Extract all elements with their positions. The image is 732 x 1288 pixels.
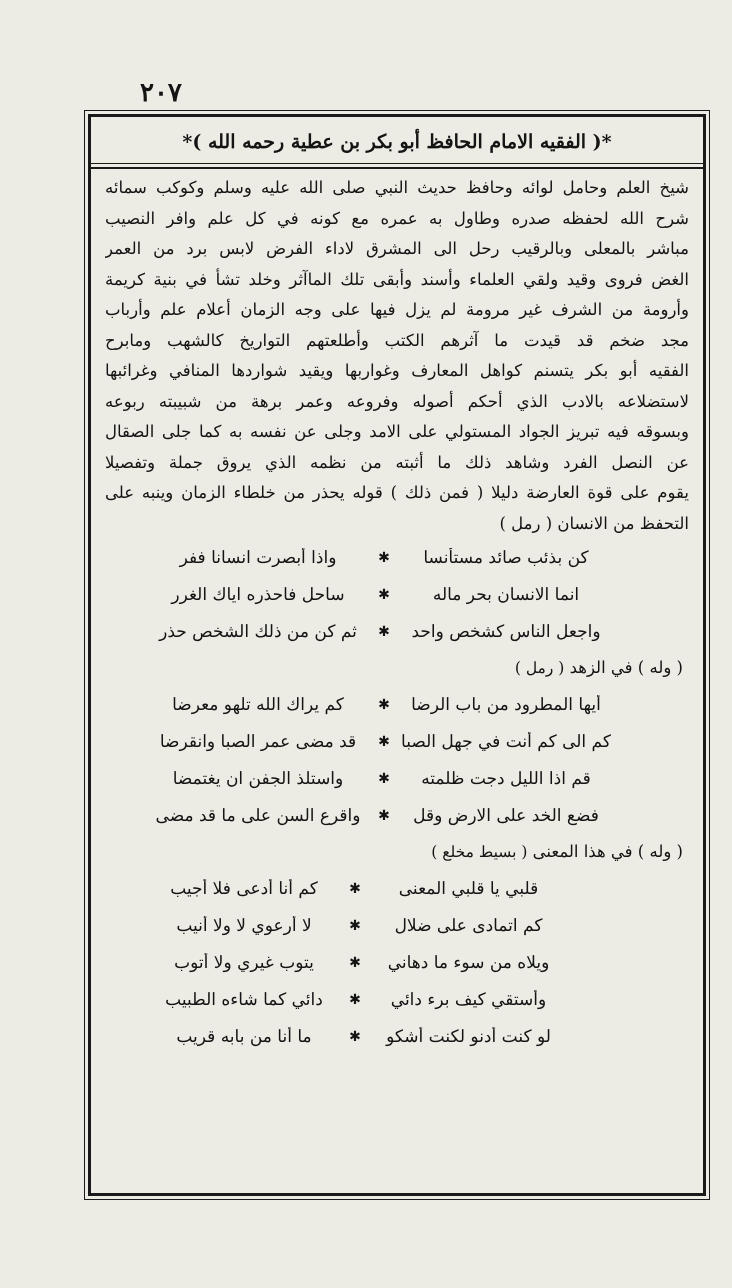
- verse-line: [105, 539, 689, 576]
- verse-hemistich-first: وأستقي كيف برء دائي: [390, 989, 547, 1010]
- verse-hemistich-second: قد مضى عمر الصبا وانقرضا: [159, 731, 357, 752]
- verse-hemistich-first: لو كنت أدنو لكنت أشكو: [386, 1026, 551, 1047]
- verse-hemistich-first: كم الى كم أنت في جهل الصبا: [401, 731, 611, 752]
- verse-hemistich-second: ساحل فاحذره اياك الغرر: [171, 584, 345, 605]
- verse-separator-star: ✱: [349, 1028, 361, 1045]
- verse-separator-star: ✱: [349, 991, 361, 1008]
- page-number: ٢٠٧: [140, 78, 182, 108]
- verse-hemistich-first: فضع الخد على الارض وقل: [413, 805, 599, 826]
- verse-hemistich-first: قم اذا الليل دجت ظلمته: [421, 768, 591, 789]
- verse-line: [105, 1018, 689, 1055]
- prose-line: شرح الله لحفظه صدره وطاول به عمره مع كونه في كل علم وافر النصيب: [105, 208, 689, 228]
- verse-line: [105, 907, 689, 944]
- verse-hemistich-first: واجعل الناس كشخص واحد: [411, 621, 601, 642]
- verse-hemistich-second: لا أرعوي لا ولا أنيب: [176, 915, 312, 936]
- verse-hemistich-second: واستلذ الجفن ان يغتمضا: [172, 768, 344, 789]
- poem-2-intro: [105, 650, 689, 686]
- poem-2-intro-text: ( وله ) في الزهد: [569, 658, 683, 677]
- verse-hemistich-second: يتوب غيري ولا أتوب: [174, 952, 314, 973]
- verse-line: [105, 686, 689, 723]
- verse-hemistich-second: واقرع السن على ما قد مضى: [155, 805, 361, 826]
- page-frame: [88, 114, 706, 1196]
- verse-separator-star: ✱: [378, 733, 390, 750]
- verse-line: [105, 944, 689, 981]
- prose-line: الفقيه أبو بكر يتسنم كواهل المعارف وغواربها ويقيد شواردها المنافي وغرائبها: [105, 361, 689, 380]
- verse-separator-star: ✱: [378, 807, 390, 824]
- verse-separator-star: ✱: [349, 954, 361, 971]
- poem-3-intro-text: ( وله ) في هذا المعنى: [532, 842, 683, 861]
- verse-separator-star: ✱: [378, 770, 390, 787]
- verse-line: [105, 797, 689, 834]
- prose-line: مجد ضخم قد قيدت ما آثرهم الكتب وأطلعتهم التواريخ كالشهب ومابرح: [105, 330, 689, 350]
- verse-separator-star: ✱: [378, 623, 390, 640]
- prose-line: وأرومة من الشرف غير مرومة لم يزل فيها على وجه الزمان أعلام علم وأرباب: [105, 300, 689, 319]
- verse-line: [105, 981, 689, 1018]
- verse-separator-star: ✱: [378, 549, 390, 566]
- poem-1: [105, 539, 689, 650]
- verse-hemistich-first: ويلاه من سوء ما دهاني: [387, 952, 550, 973]
- page-body: [105, 173, 689, 1055]
- prose-line: لاستضلاعه بالادب الذي أحكم أصوله وفروعه وعمر برهة من شبيبته ربوعه: [105, 391, 689, 411]
- verse-hemistich-second: دائي كما شاءه الطبيب: [165, 989, 323, 1010]
- verse-separator-star: ✱: [349, 880, 361, 897]
- verse-hemistich-second: كم يراك الله تلهو معرضا: [172, 694, 344, 715]
- verse-hemistich-second: كم أنا أدعى فلا أجيب: [170, 878, 318, 899]
- poem-2-meter: ( رمل ): [514, 659, 565, 677]
- poem-3-meter: ( بسيط مخلع ): [431, 843, 528, 861]
- prose-line: وبسوقه فيه تبريز الجواد المستولي على الامد وجلى عن نفسه به كما جلى الصقال: [105, 422, 689, 441]
- poem-3-intro: [105, 834, 689, 870]
- poem-2: [105, 686, 689, 834]
- verse-line: [105, 760, 689, 797]
- verse-hemistich-second: ما أنا من بابه قريب: [176, 1026, 312, 1047]
- verse-hemistich-first: كن بذئب صائد مستأنسا: [423, 547, 589, 568]
- verse-separator-star: ✱: [349, 917, 361, 934]
- prose-line: شيخ العلم وحامل لوائه وحافظ حديث النبي صلى الله عليه وسلم وكوكب سمائه: [105, 178, 689, 197]
- verse-hemistich-first: كم اتمادى على ضلال: [394, 915, 543, 936]
- verse-hemistich-first: انما الانسان بحر ماله: [432, 584, 580, 605]
- verse-hemistich-first: قلبي يا قلبي المعنى: [398, 878, 539, 899]
- verse-separator-star: ✱: [378, 696, 390, 713]
- poem-3: [105, 870, 689, 1055]
- prose-line-last: التحفظ من الانسان ( رمل ): [499, 513, 689, 533]
- verse-line: [105, 576, 689, 613]
- verse-hemistich-second: واذا أبصرت انسانا ففر: [179, 547, 337, 568]
- prose-line: عن النصل الفرد وشاهد ذلك ما أثبته من نظمه الذي يروق جملة وتفصيلا: [105, 452, 689, 472]
- prose-paragraph: [105, 173, 689, 539]
- prose-line: يقوم على قوة العارضة دليلا ( فمن ذلك ) قوله يحذر من خلطاء الزمان وينبه على: [105, 483, 689, 502]
- verse-separator-star: ✱: [378, 586, 390, 603]
- verse-hemistich-first: أيها المطرود من باب الرضا: [411, 694, 601, 715]
- verse-hemistich-second: ثم كن من ذلك الشخص حذر: [159, 621, 357, 642]
- verse-line: [105, 870, 689, 907]
- prose-line: الغض فروى وقيد ولقي العلماء وأسند وأبقى تلك الماآثر وخلد تشأ في بنية كريمة: [105, 269, 689, 289]
- verse-line: [105, 723, 689, 760]
- verse-line: [105, 613, 689, 650]
- prose-line: مباشر بالمعلى وبالرقيب رحل الى المشرق لاداء الفرض لابس برد من العمر: [105, 239, 689, 258]
- section-heading: *( الفقيه الامام الحافظ أبو بكر بن عطية رحمه الله )*: [91, 117, 703, 169]
